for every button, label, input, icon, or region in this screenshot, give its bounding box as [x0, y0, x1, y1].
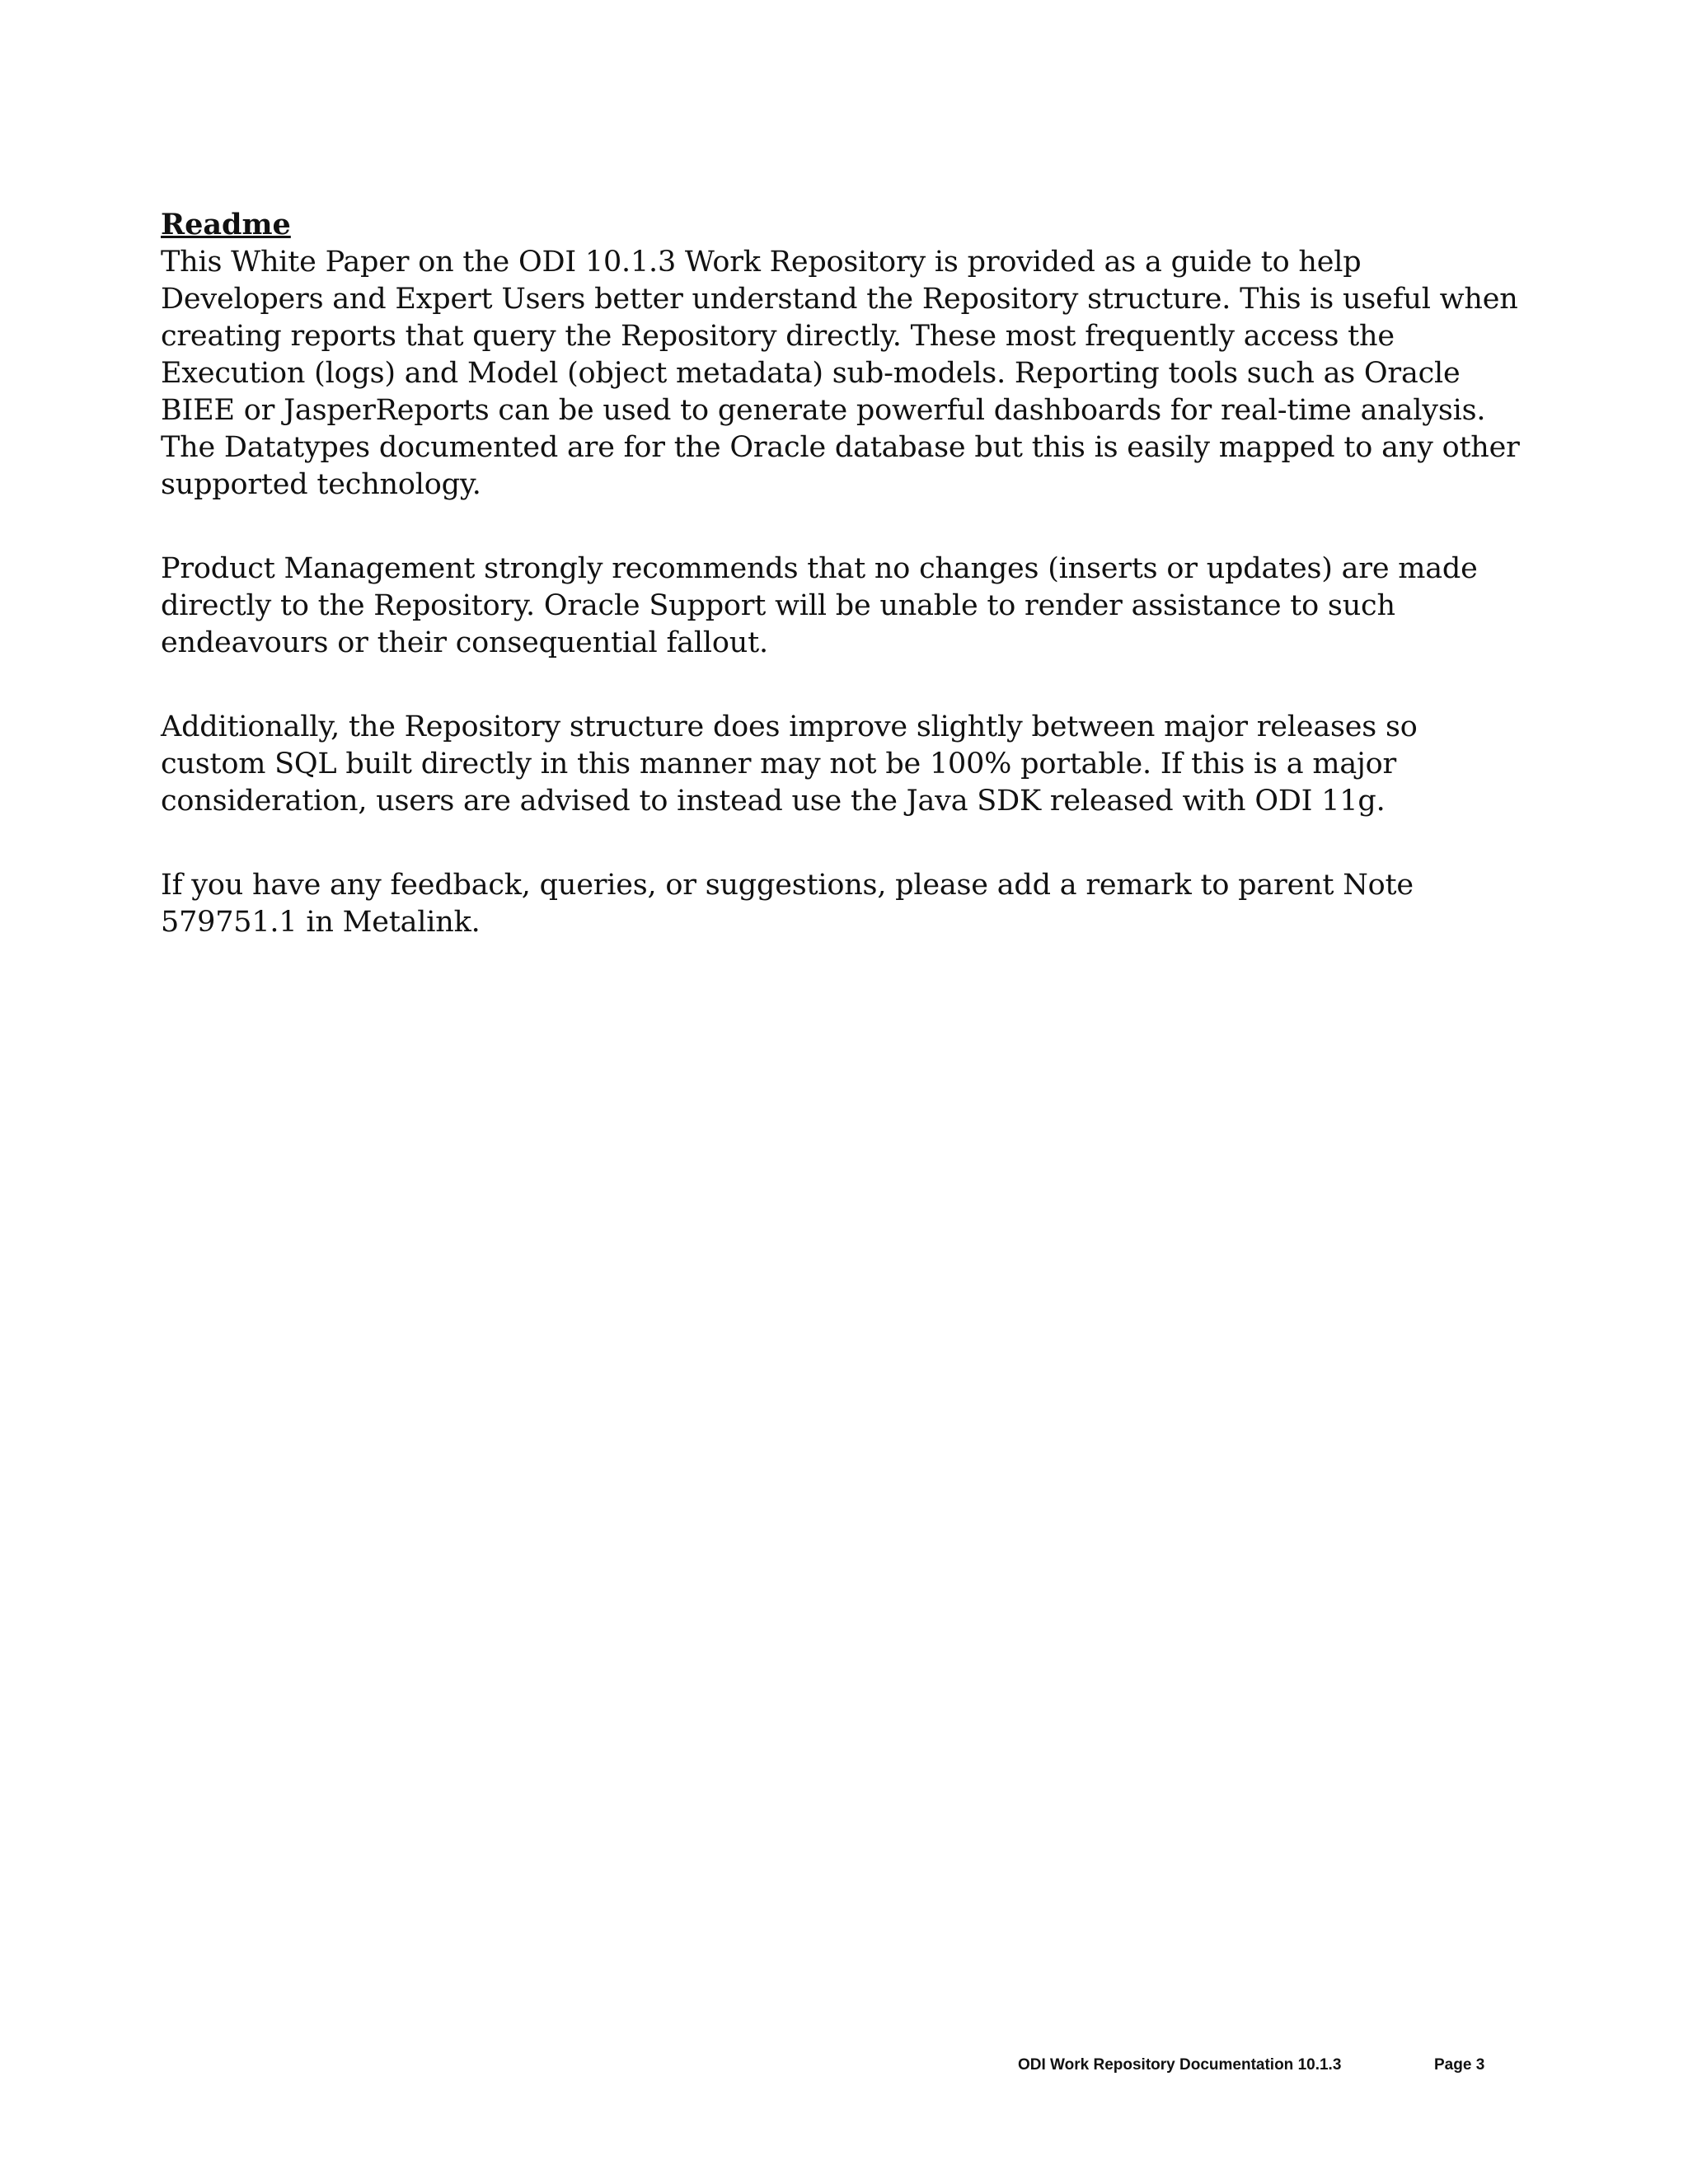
paragraph-recommendation: Product Management strongly recommends that no changes (inserts or updates) are made directly to the Repository. Oracle Support will be unable to render assistance to such endeavours or their consequential fallout. — [161, 552, 1478, 659]
paragraph-intro: This White Paper on the ODI 10.1.3 Work Repository is provided as a guide to help Developers and Expert Users better understand the Repository structure. This is useful when creating reports that query the Repository directly. These most frequently access the Execution (logs) and Model (object metadata) sub-models. Reporting tools such as Oracle BIEE or JasperReports can be used to generate powerful dashboards for real-time analysis. The Datatypes documented are for the Oracle database but this is easily mapped to any other supported technology. — [161, 246, 1520, 501]
page-footer — [1018, 2056, 1496, 2076]
section-heading: Readme — [161, 208, 291, 241]
document-body — [161, 206, 1521, 941]
footer-document-title: ODI Work Repository Documentation 10.1.3 — [1018, 2056, 1342, 2074]
paragraph-feedback: If you have any feedback, queries, or suggestions, please add a remark to parent Note 579751.1 in Metalink. — [161, 869, 1414, 939]
paragraph-portability: Additionally, the Repository structure does improve slightly between major releases so custom SQL built directly in this manner may not be 100% portable. If this is a major consideration, users are advised to instead use the Java SDK released with ODI 11g. — [161, 710, 1418, 818]
footer-page-number: Page 3 — [1434, 2056, 1485, 2074]
